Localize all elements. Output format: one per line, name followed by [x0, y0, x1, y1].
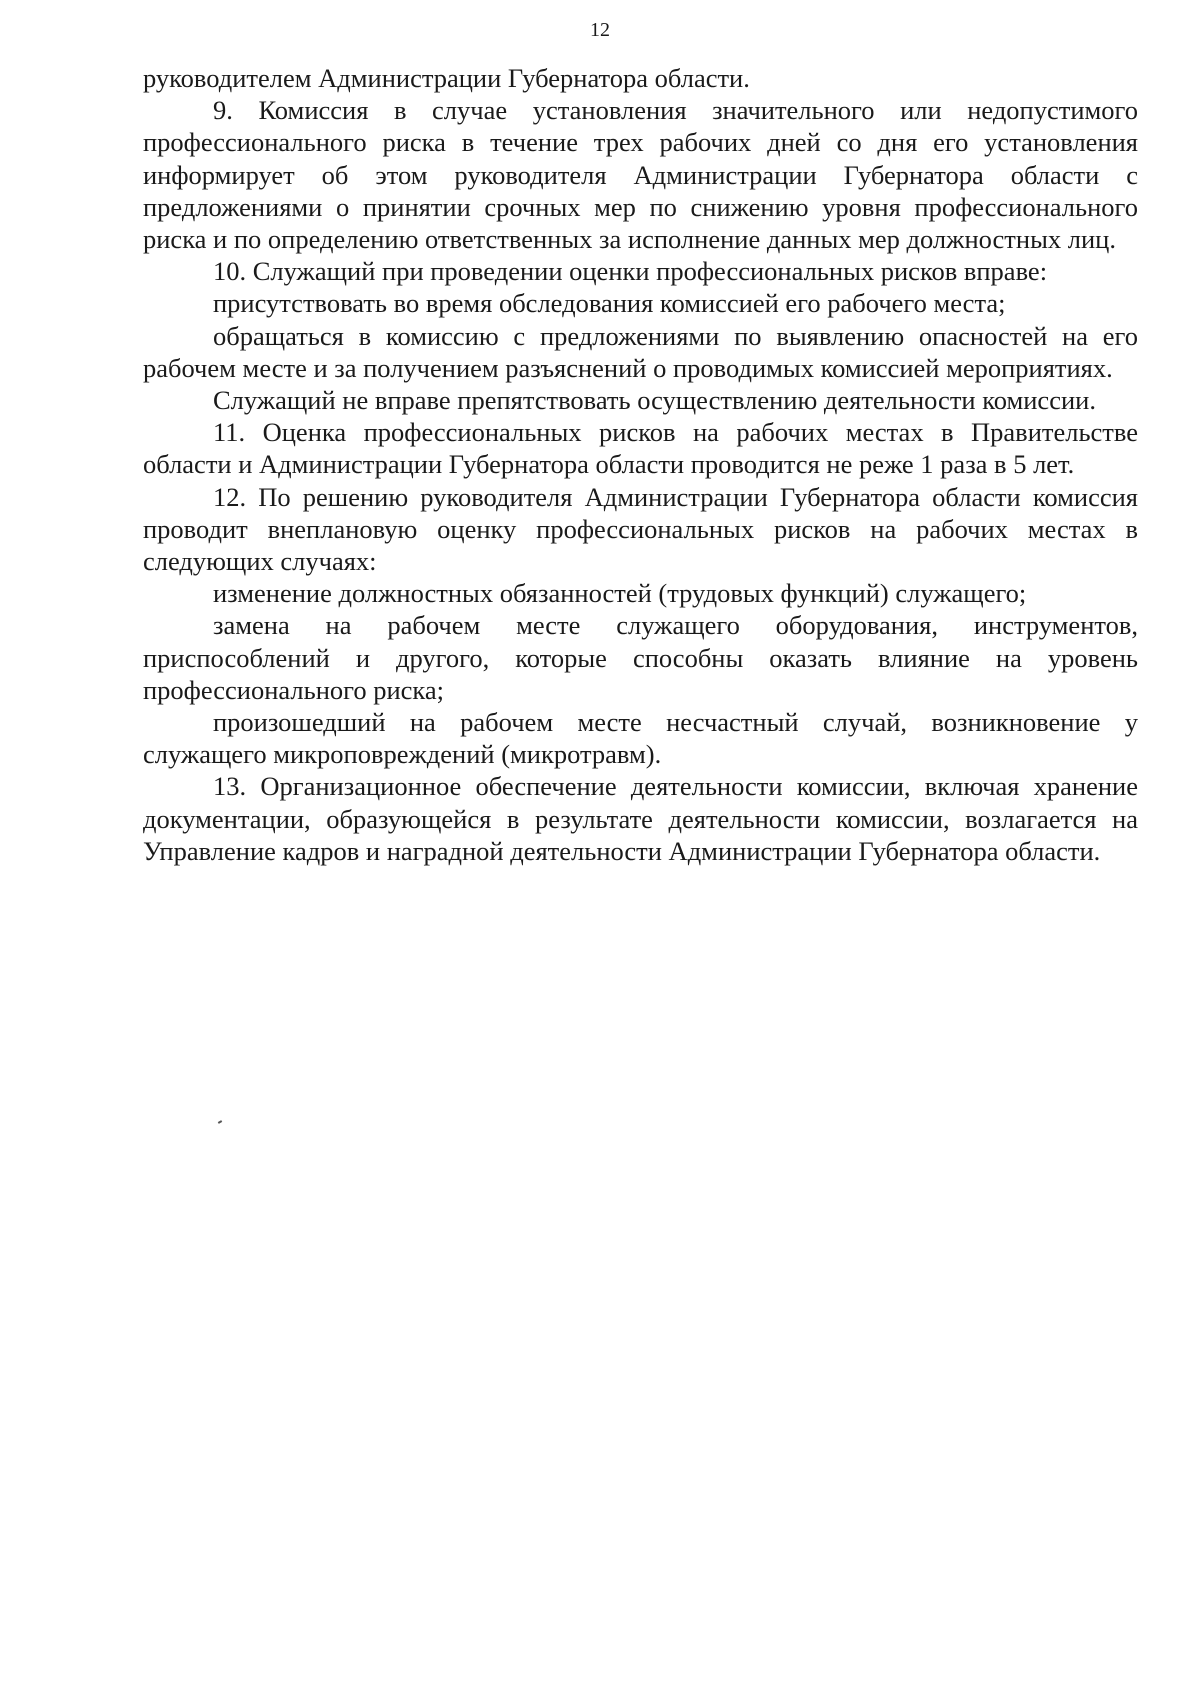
- paragraph-item-9: 9. Комиссия в случае установления значительного или недопустимого профессионального риска в течение трех рабочих дней со дня его установления информирует об этом руководителя Администрации Губернатора области с предложениями о принятии срочных мер по снижению уровня профессионального риска и по определению ответственных за исполнение данных мер должностных лиц.: [143, 95, 1138, 255]
- paragraph-item-12-case-3: произошедший на рабочем месте несчастный случай, возникновение у служащего микроповреждений (микротравм).: [143, 707, 1138, 770]
- paragraph-continuation: руководителем Администрации Губернатора области.: [143, 63, 750, 93]
- paragraph-item-12-case-1: изменение должностных обязанностей (трудовых функций) служащего;: [213, 578, 1027, 609]
- page-number: 12: [590, 19, 610, 41]
- paragraph-item-10-right-2: обращаться в комиссию с предложениями по выявлению опасностей на его рабочем месте и за получением разъяснений о проводимых комиссией мероприятиях.: [143, 320, 1138, 383]
- paragraph-item-13: 13. Организационное обеспечение деятельности комиссии, включая хранение документации, образующейся в результате деятельности комиссии, возлагается на Управление кадров и наградной деятельности Администрации Губернатора области.: [143, 771, 1138, 866]
- paragraph-item-11: 11. Оценка профессиональных рисков на рабочих местах в Правительстве области и Администрации Губернатора области проводится не реже 1 раза в 5 лет.: [143, 417, 1138, 480]
- paragraph-item-10: 10. Служащий при проведении оценки профессиональных рисков вправе:: [213, 256, 1048, 287]
- document-body: [143, 62, 1138, 867]
- paragraph-item-10-restriction: Служащий не вправе препятствовать осуществлению деятельности комиссии.: [213, 385, 1096, 416]
- scan-speck: [218, 1120, 222, 1124]
- paragraph-item-12-case-2: замена на рабочем месте служащего оборудования, инструментов, приспособлений и другого, которые способны оказать влияние на уровень профессионального риска;: [143, 610, 1138, 705]
- paragraph-item-10-right-1: присутствовать во время обследования комиссией его рабочего места;: [213, 288, 1006, 319]
- paragraph-item-12: 12. По решению руководителя Администрации Губернатора области комиссия проводит внеплановую оценку профессиональных рисков на рабочих местах в следующих случаях:: [143, 481, 1138, 577]
